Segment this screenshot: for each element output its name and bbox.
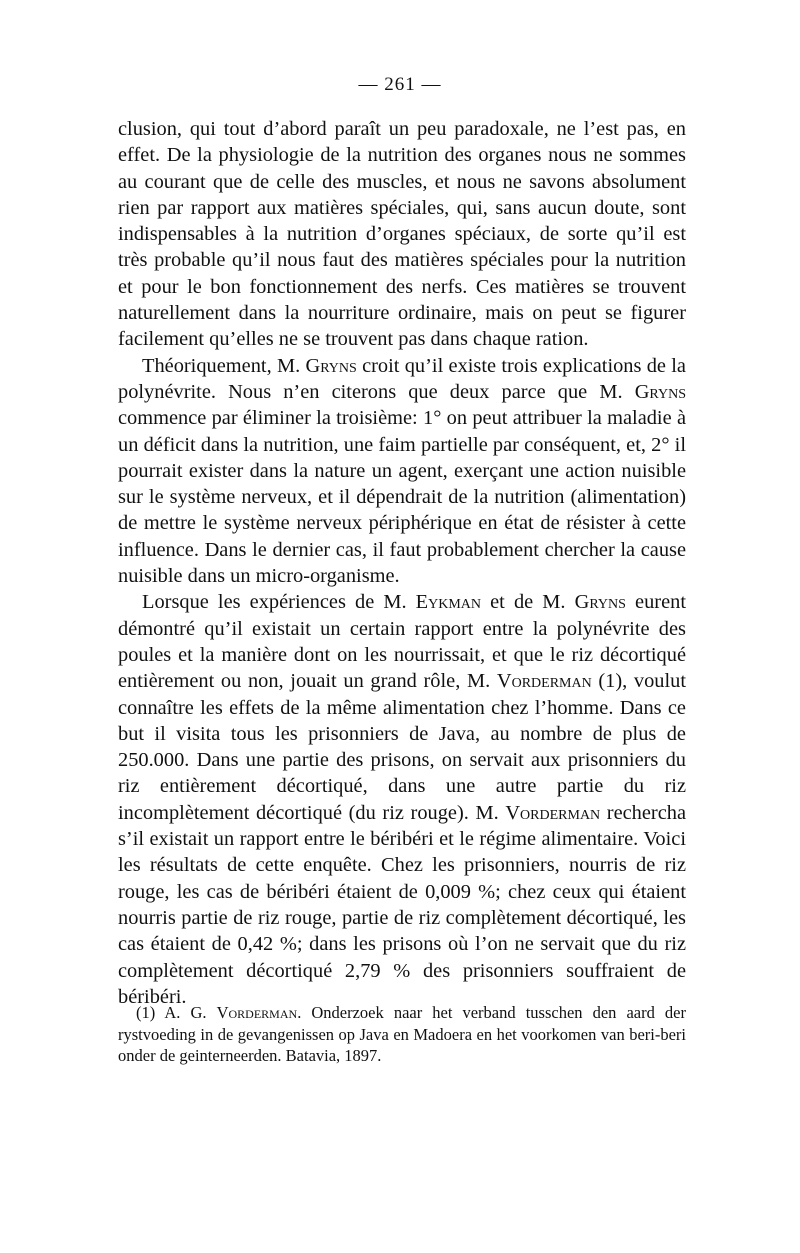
- paragraph-2-text-2: croit qu’il existe trois explications de la polynévrite. Nous n’en citerons que deux parce que M.: [118, 354, 686, 403]
- paragraph-3-text-3: eurent démontré qu’il existait un certain rapport entre la polynévrite des poules et la manière dont on les nourrissait, et que le riz décortiqué entièrement ou non, jouait un grand rôle, M.: [118, 591, 686, 693]
- paragraph-2-text-1: Théoriquement, M.: [142, 354, 306, 377]
- paragraph-3-text-4: (1), voulut connaître les effets de la même alimentation chez l’homme. Dans ce but il visita tous les prisonniers de Java, au nombre de plus de 250.000. Dans une partie des prisons, on servait aux prisonniers du riz entièrement décortiqué, dans une autre partie du riz incomplètement décortiqué (du riz rouge). M.: [118, 670, 687, 824]
- paragraph-1: clusion, qui tout d’abord paraît un peu paradoxale, ne l’est pas, en effet. De la physiologie de la nutrition des organes nous ne sommes au courant que de celle des muscles, et nous ne savons absolument rien par rapport aux matières spéciales, qui, sans aucun doute, sont indispensables à la nutrition d’organes spéciaux, de sorte qu’il est très probable qu’il nous faut des matières spéciales pour la nutrition et pour le bon fonctionnement des nerfs. Ces matières se trouvent naturellement dans la nourriture ordinaire, mais on peut se figurer facilement qu’elles ne se trouvent pas dans chaque ration.: [118, 118, 686, 351]
- author-name-gryns: Gryns: [634, 380, 686, 403]
- footnote-marker: (1) A. G.: [136, 1003, 217, 1022]
- author-name-vorderman: Vorderman: [505, 801, 601, 824]
- footnote-author-name: Vorderman: [216, 1003, 298, 1022]
- body-text: [118, 116, 686, 1010]
- footnote: [118, 1002, 686, 1067]
- paragraph-3-text-1: Lorsque les expériences de M.: [142, 591, 416, 614]
- paragraph-2: [118, 353, 686, 590]
- author-name-vorderman: Vorderman: [496, 670, 592, 693]
- paragraph-3-text-5: rechercha s’il existait un rapport entre le béribéri et le régime alimentaire. Voici les résultats de cette enquête. Chez les prisonniers, nourris de riz rouge, les cas de béribéri étaient de 0,009 %; chez ceux qui étaient nourris partie de riz rouge, partie de riz complètement décortiqué, les cas étaient de 0,42 %; dans les prisons où l’on ne servait que du riz complètement décortiqué 2,79 % des prisonniers souffraient de béribéri.: [118, 801, 687, 1008]
- author-name-eykman: Eykman: [415, 591, 482, 614]
- author-name-gryns: Gryns: [574, 591, 626, 614]
- paragraph-3: [118, 589, 686, 1010]
- footnote-text: . Onderzoek naar het verband tusschen den aard der rystvoeding in de gevangenissen op Java en Madoera en het voorkomen van beri-beri onder de geinterneerden. Batavia, 1897.: [118, 1003, 686, 1065]
- page-number: — 261 —: [358, 74, 442, 95]
- paragraph-2-text-3: commence par éliminer la troisième: 1° on peut attribuer la maladie à un déficit dans la nutrition, une faim partielle par conséquent, et, 2° il pourrait exister dans la nature un agent, exerçant une action nuisible sur le système nerveux, et il dépendrait de la nutrition (alimentation) de mettre le système nerveux périphérique en état de résister à cette influence. Dans le dernier cas, il faut probablement chercher la cause nuisible dans un micro-organisme.: [118, 407, 686, 588]
- paragraph-3-text-2: et de M.: [481, 591, 575, 614]
- author-name-gryns: Gryns: [305, 354, 357, 377]
